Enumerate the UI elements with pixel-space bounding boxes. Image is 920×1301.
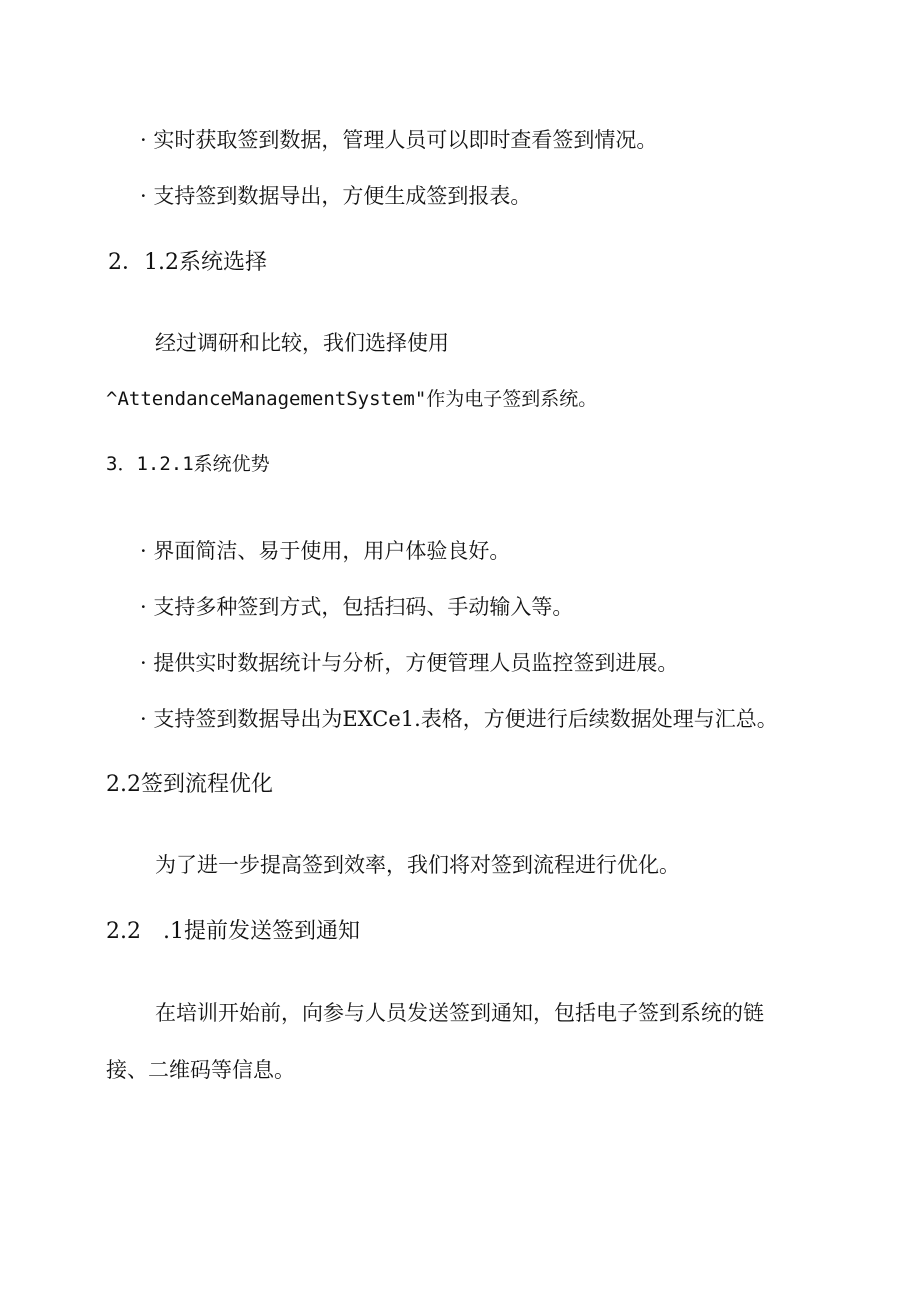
heading-2-2: 2.2签到流程优化 (106, 772, 273, 797)
heading-2-2-1: 2.2 .1提前发送签到通知 (106, 919, 360, 944)
paragraph-notice-line1: 在培训开始前，向参与人员发送签到通知，包括电子签到系统的链 (155, 1001, 764, 1025)
bullet-realtime-data: · 实时获取签到数据，管理人员可以即时查看签到情况。 (140, 128, 658, 152)
paragraph-system-choice-line1: 经过调研和比较，我们选择使用 (155, 331, 449, 355)
paragraph-notice-line2: 接、二维码等信息。 (106, 1058, 295, 1082)
bullet-realtime-stats: · 提供实时数据统计与分析，方便管理人员监控签到进展。 (140, 651, 679, 675)
paragraph-optimize: 为了进一步提高签到效率，我们将对签到流程进行优化。 (155, 853, 680, 877)
heading-3-1-2-1: 3．1.2.1系统优势 (106, 453, 270, 475)
bullet-excel-export: · 支持签到数据导出为EXCe1.表格，方便进行后续数据处理与汇总。 (140, 707, 778, 731)
paragraph-system-choice-line2: ^AttendanceManagementSystem"作为电子签到系统。 (106, 388, 598, 410)
bullet-simple-ui: · 界面简洁、易于使用，用户体验良好。 (140, 539, 511, 563)
bullet-export-report: · 支持签到数据导出，方便生成签到报表。 (140, 184, 532, 208)
heading-2-1-2: 2．1.2系统选择 (108, 250, 267, 275)
bullet-multiple-methods: · 支持多种签到方式，包括扫码、手动输入等。 (140, 595, 574, 619)
